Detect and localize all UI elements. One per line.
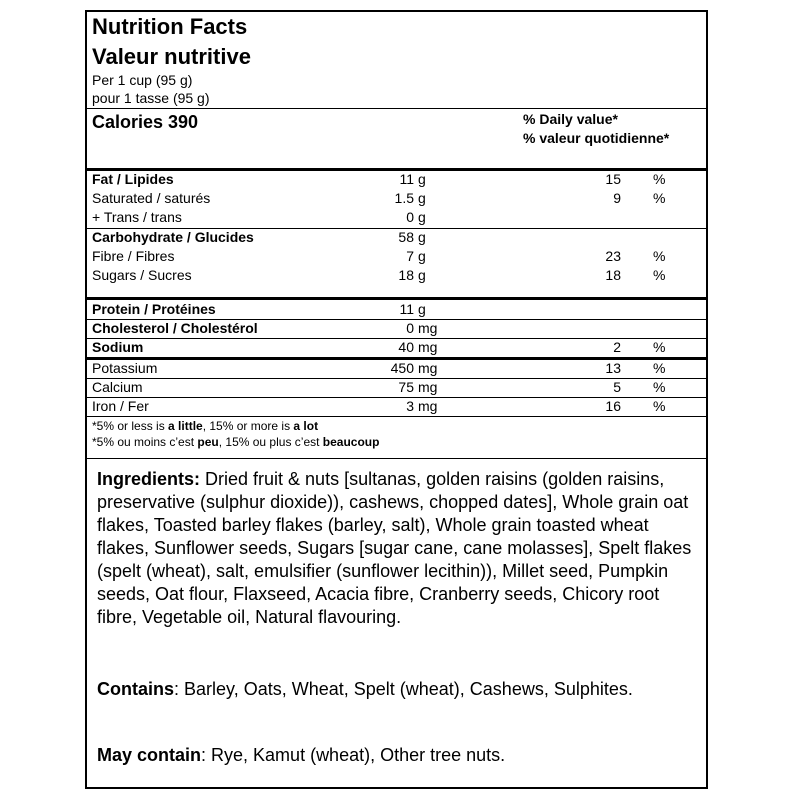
nutrient-percent: 15 [605,171,621,187]
ingredients-heading: Ingredients: [97,469,201,489]
nutrient-percent: 2 [613,339,621,355]
nutrient-row-fat [87,170,706,189]
percent-sign: % [653,339,666,355]
nutrient-amount: 18 [398,267,414,283]
nutrient-unit: g [418,248,426,264]
nutrient-row-cholesterol [87,319,706,338]
nutrient-unit: g [418,267,426,283]
nutrient-amount: 0 [406,209,414,225]
percent-sign: % [653,171,666,187]
percent-sign: % [653,398,666,414]
nutrient-label: Cholesterol / Cholestérol [92,320,258,336]
nutrient-percent: 5 [613,379,621,395]
nutrient-amount: 11 [399,301,414,317]
nutrient-row-saturated [87,189,706,208]
contains-text: : Barley, Oats, Wheat, Spelt (wheat), Cashews, Sulphites. [174,679,633,699]
nutrient-label: Potassium [92,360,158,376]
nutrient-amount: 75 [398,379,414,395]
daily-value-header-english: % Daily value* [523,111,618,127]
nutrient-amount: 3 [406,398,414,414]
nutrient-unit: mg [418,360,438,376]
footnote-french: *5% ou moins c’est peu, 15% ou plus c’est beaucoup [92,435,380,449]
nutrient-row-sodium [87,338,706,357]
nutrient-amount: 58 [398,229,414,245]
nutrient-row-calcium [87,378,706,397]
title-english: Nutrition Facts [92,14,248,39]
percent-sign: % [653,379,666,395]
nutrient-row-sugars [87,266,706,285]
nutrient-percent: 16 [605,398,621,414]
nutrient-amount: 0 [406,320,414,336]
nutrient-label: Sodium [92,339,144,355]
serving-size-french: pour 1 tasse (95 g) [92,90,210,106]
footnote-english: *5% or less is a little, 15% or more is a lot [92,419,319,433]
nutrient-label: Iron / Fer [92,398,149,414]
nutrient-percent: 18 [605,267,621,283]
nutrient-row-potassium [87,359,706,378]
nutrient-percent: 9 [613,190,621,206]
nutrient-label: + Trans / trans [92,209,182,225]
nutrient-amount: 1.5 [394,190,414,206]
nutrient-unit: g [418,209,426,225]
percent-sign: % [653,360,666,376]
contains-heading: Contains [97,679,175,699]
may-contain-text: : Rye, Kamut (wheat), Other tree nuts. [201,745,506,765]
nutrient-label: Fibre / Fibres [92,248,175,264]
panel-bottom-border [87,458,706,459]
nutrient-row-iron [87,397,706,416]
nutrient-unit: g [418,190,426,206]
ingredients-list [97,468,697,629]
nutrient-label: Calcium [92,379,143,395]
nutrient-unit: g [418,301,426,317]
may-contain-heading: May contain [97,745,202,765]
percent-sign: % [653,248,666,264]
nutrient-amount: 7 [406,248,414,264]
nutrient-unit: mg [418,379,438,395]
nutrient-unit: g [418,171,426,187]
nutrient-row-carbohydrate [87,228,706,247]
daily-value-header-french: % valeur quotidienne* [523,130,670,146]
nutrient-label: Saturated / saturés [92,190,211,206]
serving-size-english: Per 1 cup (95 g) [92,72,193,88]
label-frame [85,10,708,789]
ingredients-text: Dried fruit & nuts [sultanas, golden raisins (golden raisins, preservative (sulphur dioxide)), cashews, chopped dates], Whole grain oat flakes, Toasted barley flakes (barley, salt), Whole grain toasted wheat flakes, Sunflower seeds, Sugars [sugar cane, cane molasses], Spelt flakes (spelt (wheat), salt, emulsifier (sunflower lecithin)), Millet seed, Pumpkin seeds, Oat flour, Flaxseed, Acacia fibre, Cranberry seeds, Chicory root fibre, Vegetable oil, Natural flavouring. [97,469,692,627]
allergen-contains [97,678,697,701]
calories: Calories 390 [92,112,199,132]
nutrient-label: Protein / Protéines [92,301,216,317]
nutrient-row-protein [87,300,706,319]
nutrient-percent: 13 [605,360,621,376]
title-french: Valeur nutritive [92,44,251,69]
percent-sign: % [653,267,666,283]
nutrient-label: Sugars / Sucres [92,267,192,283]
nutrient-row-fibre [87,247,706,266]
nutrient-unit: mg [418,398,438,414]
divider [87,108,706,109]
nutrient-unit: mg [418,320,438,336]
nutrient-amount: 11 [399,171,414,187]
nutrient-percent: 23 [605,248,621,264]
nutrient-row-trans [87,208,706,227]
divider [87,416,706,417]
percent-sign: % [653,190,666,206]
nutrient-label: Carbohydrate / Glucides [92,229,254,245]
allergen-may-contain [97,744,697,767]
nutrient-amount: 40 [398,339,414,355]
nutrition-facts-panel [87,12,706,460]
nutrient-label: Fat / Lipides [92,171,174,187]
nutrient-unit: mg [418,339,438,355]
nutrient-unit: g [418,229,426,245]
nutrient-amount: 450 [390,360,414,376]
